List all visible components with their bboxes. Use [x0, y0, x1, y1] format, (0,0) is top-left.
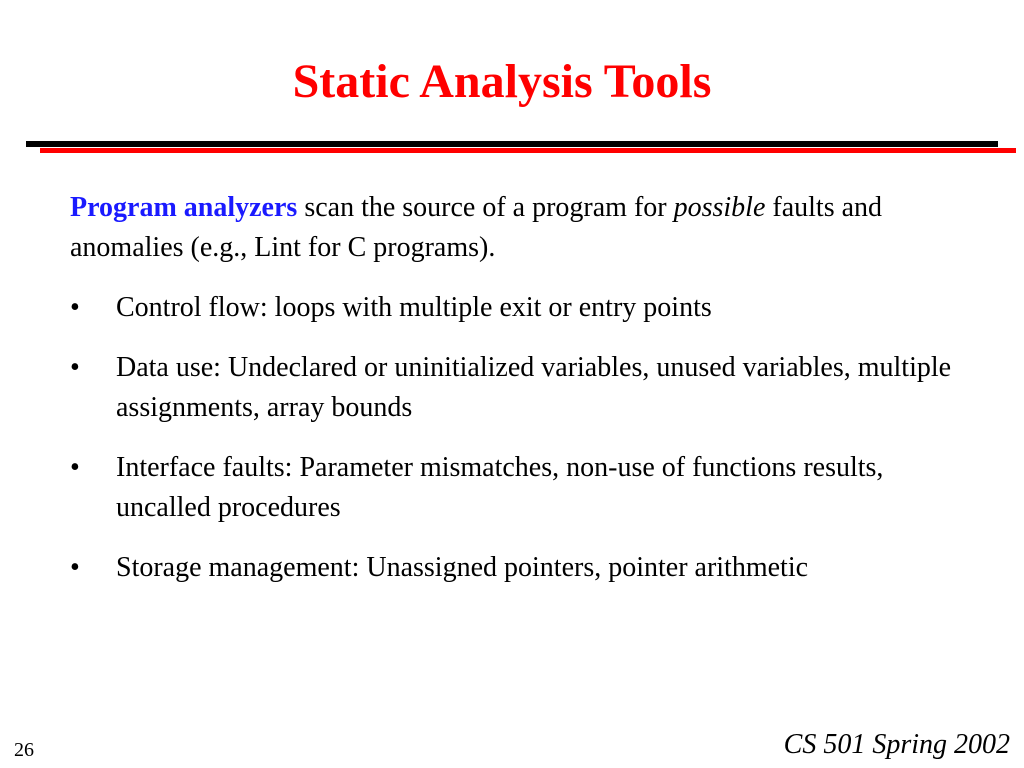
bullet-icon: • [70, 292, 80, 323]
bullet-icon: • [70, 352, 80, 383]
bullet-text: Interface faults: Parameter mismatches, non-use of functions results, uncalled procedures [116, 452, 884, 523]
slide-title: Static Analysis Tools [292, 55, 712, 108]
page-number: 26 [14, 739, 34, 761]
intro-text-before: scan the source of a program for [297, 192, 674, 223]
course-label: CS 501 Spring 2002 [783, 729, 1010, 760]
bullet-list [70, 288, 970, 588]
bullet-item-control-flow [70, 288, 970, 328]
slide-body [70, 188, 970, 608]
bullet-icon: • [70, 452, 80, 483]
intro-emphasis: possible [673, 192, 766, 223]
title-underline-black [26, 141, 998, 147]
bullet-icon: • [70, 552, 80, 583]
bullet-text: Control flow: loops with multiple exit or entry points [116, 292, 712, 323]
intro-text-after: faults and anomalies (e.g., Lint for C programs). [70, 192, 883, 263]
intro-paragraph [70, 188, 970, 268]
bullet-item-storage-management [70, 548, 970, 588]
bullet-text: Data use: Undeclared or uninitialized variables, unused variables, multiple assignments, array bounds [116, 352, 952, 423]
intro-term: Program analyzers [70, 192, 298, 223]
bullet-item-data-use [70, 348, 970, 428]
bullet-item-interface-faults [70, 448, 970, 528]
title-underline-red [40, 148, 1016, 153]
bullet-text: Storage management: Unassigned pointers, pointer arithmetic [116, 552, 809, 583]
